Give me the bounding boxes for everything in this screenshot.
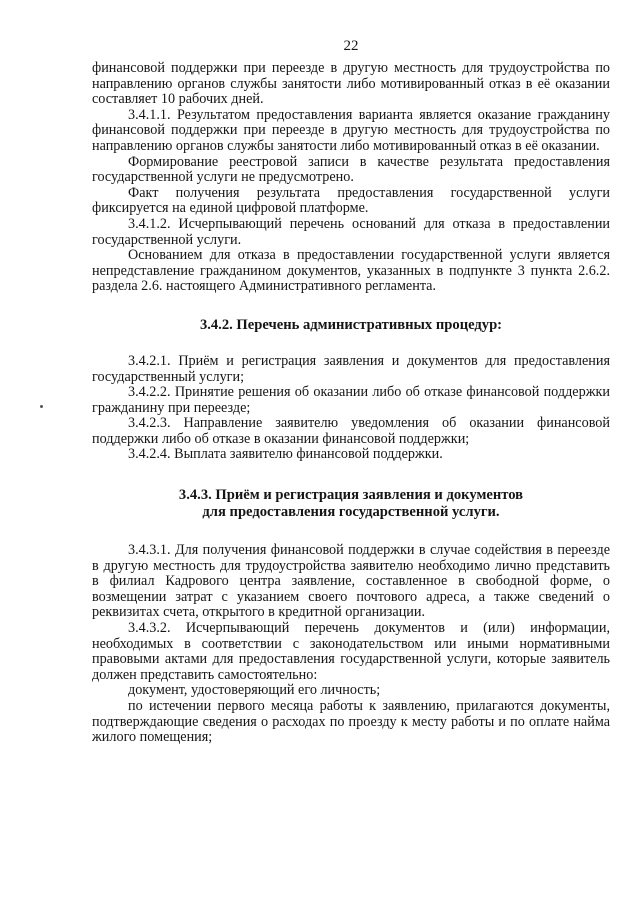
paragraph-3-4-3-2: 3.4.3.2. Исчерпывающий перечень документов и (или) информации, необходимых в соответствии с законодательством или иными нормативными правовыми актами для предоставления государственной услуги, которые заявитель должен представить самостоятельно: <box>92 620 610 683</box>
procedure-item: 3.4.2.4. Выплата заявителю финансовой поддержки. <box>128 446 443 463</box>
paragraph-result-fact: Факт получения результата предоставления государственной услуги фиксируется на единой цифровой платформе. <box>92 184 610 217</box>
heading-3-4-3 <box>92 487 610 521</box>
paragraph-3-4-1-2: 3.4.1.2. Исчерпывающий перечень оснований для отказа в предоставлении государственной услуги. <box>92 215 610 248</box>
paragraph-3-4-3-1: 3.4.3.1. Для получения финансовой поддержки в случае содействия в переезде в другую местность для трудоустройства заявителю необходимо лично представить в филиал Кадрового центра заявление, составленное в свободной форме, о возмещении затрат с указанием своего почтового адреса, а также сведений о реквизитах счета, открытого в кредитной организации. <box>92 542 610 621</box>
page-number: 22 <box>343 38 359 54</box>
paragraph-refusal-grounds: Основанием для отказа в предоставлении государственной услуги является непредставление гражданином документов, указанных в подпункте 3 пункта 2.6.2. раздела 2.6. настоящего Административного регламента. <box>92 247 610 295</box>
paragraph-3-4-1-1: 3.4.1.1. Результатом предоставления варианта является оказание гражданину финансовой поддержки при переезде в другую местность для трудоустройства по направлению органов службы занятости либо мотивированный отказ в её оказании. <box>92 106 610 154</box>
heading-3-4-2: 3.4.2. Перечень административных процедур: <box>199 316 503 333</box>
scan-speck <box>40 405 43 408</box>
paragraph-registry-record: Формирование реестровой записи в качестве результата предоставления государственной услуги не предусмотрено. <box>92 153 610 186</box>
procedure-item: 3.4.2.2. Принятие решения об оказании либо об отказе финансовой поддержки гражданину при переезде; <box>92 384 610 416</box>
procedure-item: 3.4.2.1. Приём и регистрация заявления и документов для предоставления государственный услуги; <box>92 352 610 385</box>
paragraph-continuation: финансовой поддержки при переезде в другую местность для трудоустройства по направлению органов службы занятости либо мотивированный отказ в её оказании составляет 10 рабочих дней. <box>92 60 610 108</box>
procedure-item: 3.4.2.3. Направление заявителю уведомления об оказании финансовой поддержки либо об отказе в оказании финансовой поддержки; <box>92 415 610 447</box>
list-item-identity-document: документ, удостоверяющий его личность; <box>128 682 381 699</box>
heading-3-4-3-line2: для предоставления государственной услуги. <box>202 504 500 521</box>
list-item-expense-documents: по истечении первого месяца работы к заявлению, прилагаются документы, подтверждающие сведения о расходах по проезду к месту работы и по оплате найма жилого помещения; <box>92 698 610 746</box>
heading-3-4-3-line1: 3.4.3. Приём и регистрация заявления и документов <box>178 487 524 504</box>
